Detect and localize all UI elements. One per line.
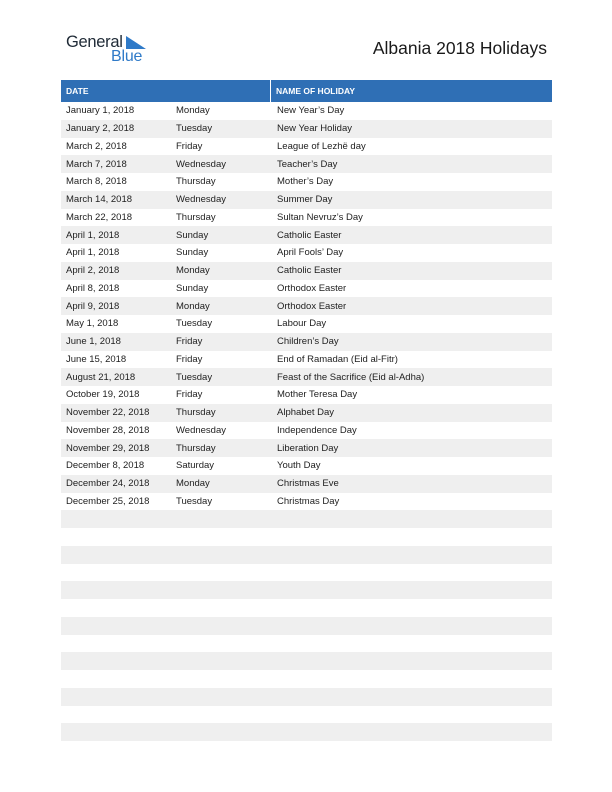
holiday-name: Independence Day bbox=[277, 424, 357, 436]
holiday-name: End of Ramadan (Eid al-Fitr) bbox=[277, 353, 398, 365]
holiday-date: January 1, 2018 bbox=[66, 105, 135, 117]
table-row bbox=[61, 422, 552, 440]
table-row bbox=[61, 457, 552, 475]
holiday-date: June 1, 2018 bbox=[66, 336, 121, 348]
table-row bbox=[61, 120, 552, 138]
holiday-name: Sultan Nevruz’s Day bbox=[277, 211, 363, 223]
holiday-weekday: Wednesday bbox=[176, 194, 226, 206]
holiday-weekday: Tuesday bbox=[176, 123, 213, 135]
holiday-weekday: Monday bbox=[176, 105, 210, 117]
table-row bbox=[61, 652, 552, 670]
holiday-name: Alphabet Day bbox=[277, 407, 335, 419]
holiday-name: Mother’s Day bbox=[277, 176, 334, 188]
table-row bbox=[61, 564, 552, 582]
holiday-name: Christmas Eve bbox=[277, 478, 339, 490]
table-row bbox=[61, 173, 552, 191]
table-row bbox=[61, 191, 552, 209]
holiday-name: League of Lezhë day bbox=[277, 140, 366, 152]
table-header bbox=[61, 80, 552, 102]
holiday-weekday: Monday bbox=[176, 300, 210, 312]
table-row bbox=[61, 386, 552, 404]
holiday-weekday: Wednesday bbox=[176, 158, 226, 170]
table-row bbox=[61, 209, 552, 227]
holiday-weekday: Thursday bbox=[176, 211, 216, 223]
table-body bbox=[61, 102, 552, 741]
table-row bbox=[61, 102, 552, 120]
holiday-name: Feast of the Sacrifice (Eid al-Adha) bbox=[277, 371, 425, 383]
holiday-weekday: Sunday bbox=[176, 282, 209, 294]
table-row bbox=[61, 546, 552, 564]
holiday-date: December 25, 2018 bbox=[66, 495, 150, 507]
table-row bbox=[61, 493, 552, 511]
holiday-weekday: Tuesday bbox=[176, 495, 213, 507]
table-row bbox=[61, 617, 552, 635]
table-row bbox=[61, 244, 552, 262]
holiday-date: April 8, 2018 bbox=[66, 282, 120, 294]
holiday-weekday: Friday bbox=[176, 353, 203, 365]
holiday-weekday: Thursday bbox=[176, 407, 216, 419]
table-row bbox=[61, 280, 552, 298]
holiday-date: January 2, 2018 bbox=[66, 123, 135, 135]
logo bbox=[66, 33, 156, 69]
holiday-date: August 21, 2018 bbox=[66, 371, 136, 383]
holiday-name: Teacher’s Day bbox=[277, 158, 338, 170]
holiday-date: March 8, 2018 bbox=[66, 176, 127, 188]
table-row bbox=[61, 333, 552, 351]
table-row bbox=[61, 510, 552, 528]
holiday-date: March 7, 2018 bbox=[66, 158, 127, 170]
holiday-table bbox=[61, 80, 552, 741]
table-row bbox=[61, 226, 552, 244]
column-header-date: DATE bbox=[61, 80, 271, 102]
holiday-name: New Year Holiday bbox=[277, 123, 352, 135]
holiday-weekday: Thursday bbox=[176, 442, 216, 454]
holiday-weekday: Wednesday bbox=[176, 424, 226, 436]
holiday-name: Orthodox Easter bbox=[277, 282, 347, 294]
table-row bbox=[61, 351, 552, 369]
holiday-date: March 22, 2018 bbox=[66, 211, 133, 223]
holiday-name: Labour Day bbox=[277, 318, 327, 330]
holiday-name: Orthodox Easter bbox=[277, 300, 347, 312]
table-row bbox=[61, 315, 552, 333]
page-title: Albania 2018 Holidays bbox=[372, 38, 547, 58]
holiday-weekday: Saturday bbox=[176, 460, 215, 472]
table-row bbox=[61, 581, 552, 599]
holiday-weekday: Monday bbox=[176, 478, 210, 490]
column-header-name: NAME OF HOLIDAY bbox=[276, 86, 356, 96]
holiday-name: Summer Day bbox=[277, 194, 333, 206]
holiday-weekday: Friday bbox=[176, 336, 203, 348]
holiday-date: June 15, 2018 bbox=[66, 353, 127, 365]
holiday-date: November 28, 2018 bbox=[66, 424, 150, 436]
table-row bbox=[61, 155, 552, 173]
holiday-weekday: Friday bbox=[176, 140, 203, 152]
holiday-name: Mother Teresa Day bbox=[277, 389, 358, 401]
holiday-date: October 19, 2018 bbox=[66, 389, 140, 401]
table-row bbox=[61, 528, 552, 546]
holiday-weekday: Friday bbox=[176, 389, 203, 401]
table-row bbox=[61, 723, 552, 741]
table-row bbox=[61, 688, 552, 706]
holiday-weekday: Thursday bbox=[176, 176, 216, 188]
holiday-date: December 8, 2018 bbox=[66, 460, 145, 472]
holiday-name: Catholic Easter bbox=[277, 229, 342, 241]
holiday-weekday: Sunday bbox=[176, 247, 209, 259]
table-row bbox=[61, 138, 552, 156]
holiday-name: Catholic Easter bbox=[277, 265, 342, 277]
holiday-weekday: Monday bbox=[176, 265, 210, 277]
table-row bbox=[61, 706, 552, 724]
holiday-date: November 29, 2018 bbox=[66, 442, 150, 454]
logo-word-blue: Blue bbox=[111, 48, 143, 65]
table-row bbox=[61, 475, 552, 493]
table-row bbox=[61, 439, 552, 457]
holiday-name: Christmas Day bbox=[277, 495, 340, 507]
holiday-weekday: Tuesday bbox=[176, 371, 213, 383]
holiday-date: May 1, 2018 bbox=[66, 318, 119, 330]
holiday-name: Children’s Day bbox=[277, 336, 339, 348]
holiday-date: March 14, 2018 bbox=[66, 194, 133, 206]
table-row bbox=[61, 670, 552, 688]
holiday-name: Liberation Day bbox=[277, 442, 339, 454]
holiday-date: April 9, 2018 bbox=[66, 300, 120, 312]
holiday-date: April 2, 2018 bbox=[66, 265, 120, 277]
holiday-name: New Year’s Day bbox=[277, 105, 345, 117]
table-row bbox=[61, 599, 552, 617]
holiday-date: March 2, 2018 bbox=[66, 140, 127, 152]
table-row bbox=[61, 368, 552, 386]
table-row bbox=[61, 262, 552, 280]
holiday-date: November 22, 2018 bbox=[66, 407, 150, 419]
holiday-date: December 24, 2018 bbox=[66, 478, 150, 490]
holiday-weekday: Sunday bbox=[176, 229, 209, 241]
table-row bbox=[61, 404, 552, 422]
holiday-weekday: Tuesday bbox=[176, 318, 213, 330]
table-row bbox=[61, 297, 552, 315]
holiday-name: April Fools’ Day bbox=[277, 247, 344, 259]
holiday-date: April 1, 2018 bbox=[66, 247, 120, 259]
holiday-name: Youth Day bbox=[277, 460, 321, 472]
table-row bbox=[61, 635, 552, 653]
holiday-date: April 1, 2018 bbox=[66, 229, 120, 241]
logo-word-general: General bbox=[66, 33, 123, 51]
